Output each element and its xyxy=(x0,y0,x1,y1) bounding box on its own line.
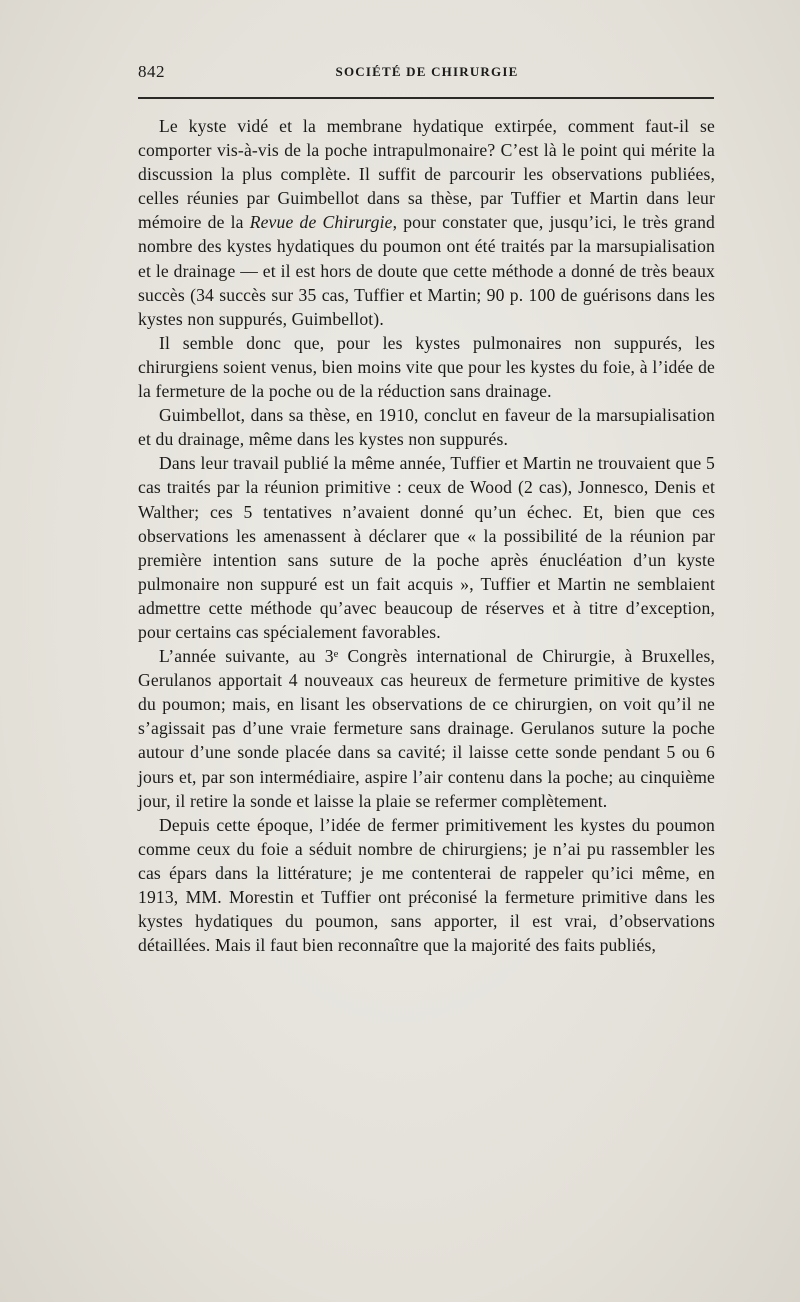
paragraph: Guimbellot, dans sa thèse, en 1910, conclut en faveur de la marsupialisation et du drainage, même dans les kystes non suppurés. xyxy=(138,405,715,450)
paragraph: Depuis cette époque, l’idée de fermer primitivement les kystes du poumon comme ceux du foie a séduit nombre de chirurgiens; je n’ai pu rassembler les cas épars dans la littérature; je me contenterai de rappeler qu’ici même, en 1913, MM. Morestin et Tuffier ont préconisé la fermeture primitive dans les kystes hydatiques du poumon, sans apporter, il est vrai, d’observations détaillées. Mais il faut bien reconnaître que la majorité des faits publiés, xyxy=(138,814,715,956)
paragraph: Il semble donc que, pour les kystes pulmonaires non suppurés, les chirurgiens soient venus, bien moins vite que pour les kystes du foie, à l’idée de la fermeture de la poche ou de la réduction sans drainage. xyxy=(138,332,715,402)
paragraph: Le kyste vidé et la membrane hydatique extirpée, comment faut-il se comporter vis-à-vis de la poche intrapulmonaire? C’est là le point qui mérite la discussion la plus complète. Il suffit de parcourir les observations publiées, celles réunies par Guimbellot dans sa thèse, par Tuffier et Martin dans leur mémoire de la Revue de Chirurgie, pour constater que, jusqu’ici, le très grand nombre des kystes hydatiques du poumon ont été traités par la marsupialisation et le drainage — et il est hors de doute que cette méthode a donné de très beaux succès (34 succès sur 35 cas, Tuffier et Martin; 90 p. 100 de guérisons dans les kystes non suppurés, Guimbellot). xyxy=(138,116,715,329)
running-head: SOCIÉTÉ DE CHIRURGIE xyxy=(335,64,519,79)
header-rule xyxy=(138,97,714,99)
page-number: 842 xyxy=(138,62,165,81)
body-text xyxy=(138,114,715,957)
page-header xyxy=(138,56,716,86)
journal-title: Revue de Chirurgie xyxy=(249,212,393,233)
paragraph: L’année suivante, au 3ᵉ Congrès international de Chirurgie, à Bruxelles, Gerulanos apportait 4 nouveaux cas heureux de fermeture primitive de kystes du poumon; mais, en lisant les observations de ce chirurgien, on voit qu’il ne s’agissait pas d’une vraie fermeture sans drainage. Gerulanos suture la poche autour d’une sonde placée dans sa cavité; il laisse cette sonde pendant 5 ou 6 jours et, par son intermédiaire, aspire l’air contenu dans la poche; au cinquième jour, il retire la sonde et laisse la plaie se refermer complètement. xyxy=(138,646,715,811)
paragraph: Dans leur travail publié la même année, Tuffier et Martin ne trouvaient que 5 cas traités par la réunion primitive : ceux de Wood (2 cas), Jonnesco, Denis et Walther; ces 5 tentatives n’avaient donné qu’un échec. Et, bien que ces observations les amenassent à déclarer que « la possibilité de la réunion par première intention sans suture de la poche après énucléation d’un kyste pulmonaire non suppuré est un fait acquis », Tuffier et Martin ne semblaient admettre cette méthode qu’avec beaucoup de réserves et à titre d’exception, pour certains cas spécialement favorables. xyxy=(138,453,715,642)
